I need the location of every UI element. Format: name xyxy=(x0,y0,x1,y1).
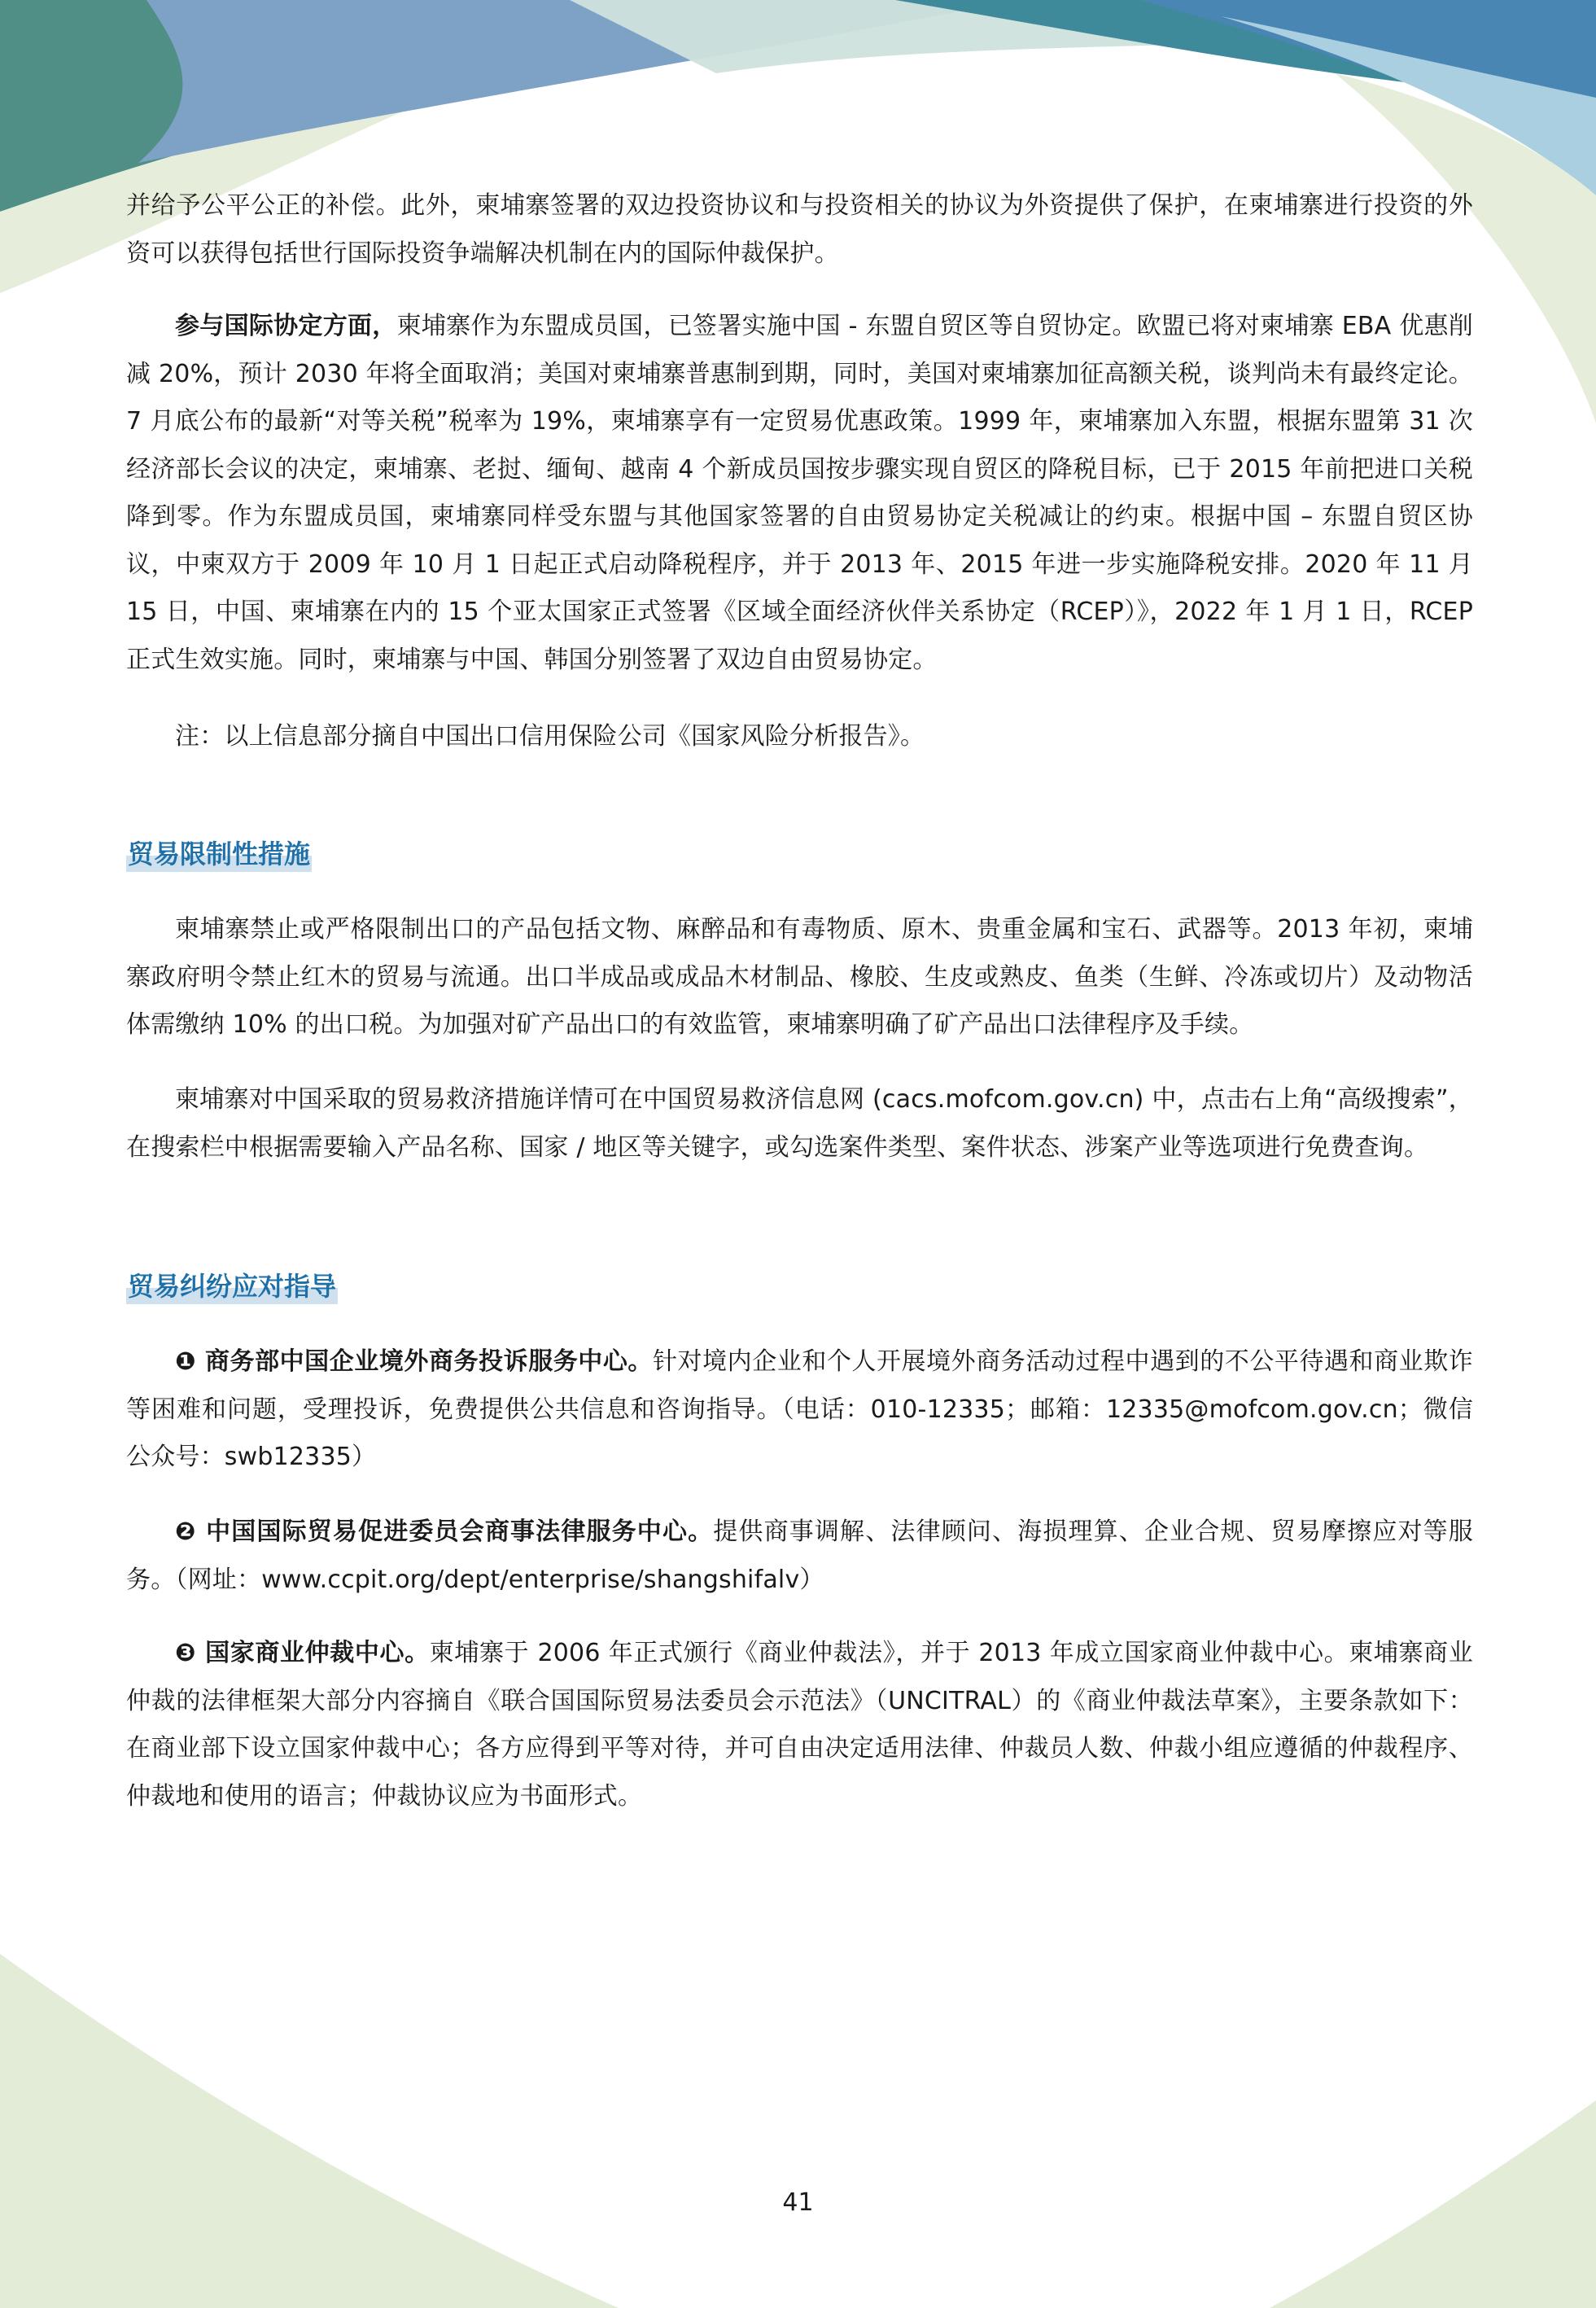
heading-dispute-guidance: 贸易纠纷应对指导 xyxy=(126,1268,338,1304)
para-agreements-lead: 参与国际协定方面， xyxy=(175,312,397,340)
para-trade-restrictions-1: 柬埔寨禁止或严格限制出口的产品包括文物、麻醉品和有毒物质、原木、贵重金属和宝石、武器等。2013 年初，柬埔寨政府明令禁止红木的贸易与流通。出口半成品或成品木材制品、橡胶、生皮或熟皮、鱼类（生鲜、冷冻或切片）及动物活体需缴纳 10% 的出口税。为加强对矿产品出口的有效监管，柬埔寨明确了矿产品出口法律程序及手续。 xyxy=(126,915,1473,1039)
guidance-item-3 xyxy=(126,1630,1473,1820)
bottom-left-green-arc xyxy=(0,1954,619,2308)
para-trade-restrictions-2: 柬埔寨对中国采取的贸易救济措施详情可在中国贸易救济信息网 (cacs.mofcom.gov.cn) 中，点击右上角“高级搜索”，在搜索栏中根据需要输入产品名称、国家 / 地区等关键字，或勾选案件类型、案件状态、涉案产业等选项进行免费查询。 xyxy=(126,1085,1473,1162)
para-agreements-text: 柬埔寨作为东盟成员国，已签署实施中国 - 东盟自贸区等自贸协定。欧盟已将对柬埔寨 EBA 优惠削减 20%，预计 2030 年将全面取消；美国对柬埔寨普惠制到期，同时，美国对柬埔寨加征高额关税，谈判尚未有最终定论。7 月底公布的最新“对等关税”税率为 19%，柬埔寨享有一定贸易优惠政策。1999 年，柬埔寨加入东盟，根据东盟第 31 次经济部长会议的决定，柬埔寨、老挝、缅甸、越南 4 个新成员国按步骤实现自贸区的降税目标，已于 2015 年前把进口关税降到零。作为东盟成员国，柬埔寨同样受东盟与其他国家签署的自由贸易协定关税减让的约束。根据中国 – 东盟自贸区协议，中柬双方于 2009 年 10 月 1 日起正式启动降税程序，并于 2013 年、2015 年进一步实施降税安排。2020 年 11 月 15 日，中国、柬埔寨在内的 15 个亚太国家正式签署《区域全面经济伙伴关系协定（RCEP）》，2022 年 1 月 1 日，RCEP 正式生效实施。同时，柬埔寨与中国、韩国分别签署了双边自由贸易协定。 xyxy=(126,312,1473,674)
guidance-item-3-text: 柬埔寨于 2006 年正式颁行《商业仲裁法》，并于 2013 年成立国家商业仲裁中心。柬埔寨商业仲裁的法律框架大部分内容摘自《联合国国际贸易法委员会示范法》（UNCITRAL）的《商业仲裁法草案》，主要条款如下：在商业部下设立国家仲裁中心；各方应得到平等对待，并可自由决定适用法律、仲裁员人数、仲裁小组应遵循的仲裁程序、仲裁地和使用的语言；仲裁协议应为书面形式。 xyxy=(126,1639,1473,1811)
heading-trade-restrictions: 贸易限制性措施 xyxy=(126,836,312,872)
guidance-item-2-text: 提供商事调解、法律顾问、海损理算、企业合规、贸易摩擦应对等服务。（网址：www.ccpit.org/dept/enterprise/shangshifalv） xyxy=(126,1517,1474,1594)
page-number: 41 xyxy=(782,2188,814,2217)
guidance-item-1-lead: ❶ 商务部中国企业境外商务投诉服务中心。 xyxy=(175,1347,653,1376)
source-note: 注：以上信息部分摘自中国出口信用保险公司《国家风险分析报告》。 xyxy=(175,722,925,751)
guidance-item-3-lead: ❸ 国家商业仲裁中心。 xyxy=(175,1639,430,1667)
para-intro-end: 并给予公平公正的补偿。此外，柬埔寨签署的双边投资协议和与投资相关的协议为外资提供了保护，在柬埔寨进行投资的外资可以获得包括世行国际投资争端解决机制在内的国际仲裁保护。 xyxy=(126,191,1473,268)
guidance-item-1 xyxy=(126,1338,1473,1482)
guidance-item-1-text: 针对境内企业和个人开展境外商务活动过程中遇到的不公平待遇和商业欺诈等困难和问题，受理投诉，免费提供公共信息和咨询指导。（电话：010-12335；邮箱：12335@mofcom.gov.cn；微信公众号：swb12335） xyxy=(126,1347,1473,1471)
guidance-item-2-lead: ❷ 中国国际贸易促进委员会商事法律服务中心。 xyxy=(175,1517,714,1546)
para-international-agreements xyxy=(126,303,1473,684)
guidance-item-2 xyxy=(126,1509,1473,1604)
